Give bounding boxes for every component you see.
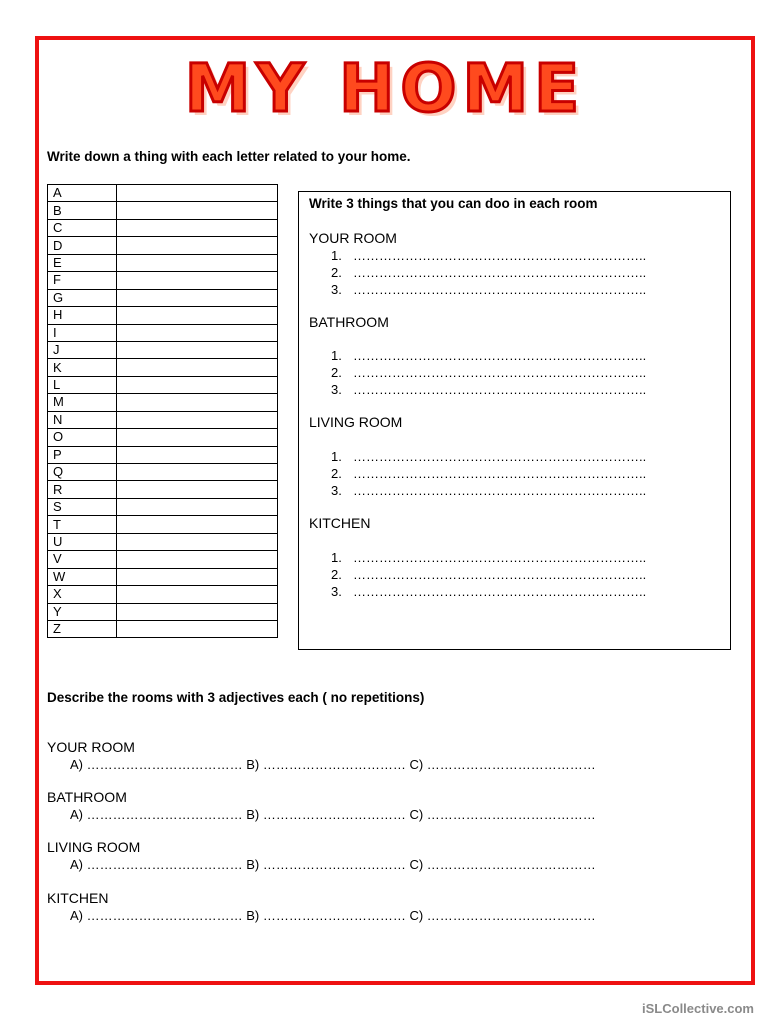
alphabet-answer-cell[interactable] xyxy=(117,516,278,533)
alphabet-row xyxy=(48,551,278,568)
alphabet-row xyxy=(48,219,278,236)
alphabet-letter: S xyxy=(48,498,117,515)
alphabet-row xyxy=(48,202,278,219)
answer-line[interactable]: 2. ………………………………………………………….. xyxy=(331,466,647,481)
alphabet-letter: N xyxy=(48,411,117,428)
answer-line[interactable]: 3. ………………………………………………………….. xyxy=(331,584,647,599)
adjective-room-living-room: LIVING ROOM xyxy=(47,839,141,855)
alphabet-letter: H xyxy=(48,307,117,324)
alphabet-answer-cell[interactable] xyxy=(117,324,278,341)
alphabet-row xyxy=(48,185,278,202)
alphabet-answer-cell[interactable] xyxy=(117,586,278,603)
alphabet-answer-cell[interactable] xyxy=(117,429,278,446)
answer-line[interactable]: 1. ………………………………………………………….. xyxy=(331,550,647,565)
title-text: MY HOME xyxy=(184,49,586,127)
answer-line[interactable]: 3. ………………………………………………………….. xyxy=(331,282,647,297)
alphabet-row xyxy=(48,586,278,603)
alphabet-letter: Y xyxy=(48,603,117,620)
alphabet-answer-cell[interactable] xyxy=(117,533,278,550)
alphabet-letter: J xyxy=(48,341,117,358)
alphabet-answer-cell[interactable] xyxy=(117,289,278,306)
answer-line[interactable]: 1. ………………………………………………………….. xyxy=(331,348,647,363)
alphabet-letter: L xyxy=(48,376,117,393)
alphabet-letter: P xyxy=(48,446,117,463)
answer-line[interactable]: 1. ………………………………………………………….. xyxy=(331,248,647,263)
alphabet-letter: V xyxy=(48,551,117,568)
alphabet-letter: D xyxy=(48,237,117,254)
alphabet-answer-cell[interactable] xyxy=(117,202,278,219)
room-heading-living-room: LIVING ROOM xyxy=(309,414,403,430)
alphabet-row xyxy=(48,307,278,324)
alphabet-row xyxy=(48,568,278,585)
alphabet-row xyxy=(48,324,278,341)
room-heading-kitchen: KITCHEN xyxy=(309,515,371,531)
answer-line[interactable]: 2. ………………………………………………………….. xyxy=(331,567,647,582)
alphabet-letter: T xyxy=(48,516,117,533)
room-heading-your-room: YOUR ROOM xyxy=(309,230,397,246)
answer-line[interactable]: 3. ………………………………………………………….. xyxy=(331,382,647,397)
adjectives-instruction: Describe the rooms with 3 adjectives each ( no repetitions) xyxy=(47,690,425,705)
worksheet-title xyxy=(160,44,610,132)
alphabet-answer-cell[interactable] xyxy=(117,551,278,568)
alphabet-table xyxy=(47,184,278,638)
alphabet-row xyxy=(48,429,278,446)
alphabet-row xyxy=(48,289,278,306)
alphabet-row xyxy=(48,272,278,289)
alphabet-letter: R xyxy=(48,481,117,498)
alphabet-answer-cell[interactable] xyxy=(117,498,278,515)
alphabet-letter: U xyxy=(48,533,117,550)
room-heading-bathroom: BATHROOM xyxy=(309,314,389,330)
alphabet-row xyxy=(48,603,278,620)
alphabet-letter: W xyxy=(48,568,117,585)
room-activities-box xyxy=(298,191,731,650)
room-box-title: Write 3 things that you can doo in each room xyxy=(309,196,598,211)
alphabet-row xyxy=(48,446,278,463)
alphabet-letter: K xyxy=(48,359,117,376)
alphabet-answer-cell[interactable] xyxy=(117,568,278,585)
alphabet-answer-cell[interactable] xyxy=(117,394,278,411)
alphabet-letter: C xyxy=(48,219,117,236)
alphabet-answer-cell[interactable] xyxy=(117,481,278,498)
alphabet-row xyxy=(48,498,278,515)
answer-line[interactable]: 3. ………………………………………………………….. xyxy=(331,483,647,498)
alphabet-answer-cell[interactable] xyxy=(117,237,278,254)
alphabet-answer-cell[interactable] xyxy=(117,254,278,271)
alphabet-row xyxy=(48,254,278,271)
adjective-room-bathroom: BATHROOM xyxy=(47,789,127,805)
adjective-answer-line[interactable]: A) ……………………………… B) …………………………… C) ………………………………… xyxy=(70,757,596,772)
alphabet-letter: E xyxy=(48,254,117,271)
alphabet-answer-cell[interactable] xyxy=(117,272,278,289)
site-watermark: iSLCollective.com xyxy=(642,1001,754,1016)
alphabet-answer-cell[interactable] xyxy=(117,411,278,428)
alphabet-answer-cell[interactable] xyxy=(117,341,278,358)
alphabet-row xyxy=(48,464,278,481)
alphabet-answer-cell[interactable] xyxy=(117,464,278,481)
alphabet-row xyxy=(48,481,278,498)
alphabet-letter: A xyxy=(48,185,117,202)
alphabet-answer-cell[interactable] xyxy=(117,620,278,637)
alphabet-row xyxy=(48,516,278,533)
alphabet-letter: F xyxy=(48,272,117,289)
alphabet-answer-cell[interactable] xyxy=(117,446,278,463)
alphabet-letter: X xyxy=(48,586,117,603)
letters-instruction: Write down a thing with each letter related to your home. xyxy=(47,149,411,164)
answer-line[interactable]: 2. ………………………………………………………….. xyxy=(331,265,647,280)
alphabet-row xyxy=(48,359,278,376)
alphabet-answer-cell[interactable] xyxy=(117,359,278,376)
adjective-room-your-room: YOUR ROOM xyxy=(47,739,135,755)
answer-line[interactable]: 2. ………………………………………………………….. xyxy=(331,365,647,380)
alphabet-row xyxy=(48,237,278,254)
alphabet-letter: B xyxy=(48,202,117,219)
alphabet-row xyxy=(48,394,278,411)
alphabet-letter: M xyxy=(48,394,117,411)
alphabet-answer-cell[interactable] xyxy=(117,185,278,202)
adjective-answer-line[interactable]: A) ……………………………… B) …………………………… C) ………………………………… xyxy=(70,908,596,923)
alphabet-row xyxy=(48,376,278,393)
alphabet-row xyxy=(48,533,278,550)
alphabet-letter: O xyxy=(48,429,117,446)
alphabet-answer-cell[interactable] xyxy=(117,603,278,620)
alphabet-letter: G xyxy=(48,289,117,306)
alphabet-letter: Z xyxy=(48,620,117,637)
alphabet-letter: I xyxy=(48,324,117,341)
alphabet-row xyxy=(48,341,278,358)
alphabet-answer-cell[interactable] xyxy=(117,307,278,324)
adjective-room-kitchen: KITCHEN xyxy=(47,890,109,906)
alphabet-answer-cell[interactable] xyxy=(117,376,278,393)
adjective-answer-line[interactable]: A) ……………………………… B) …………………………… C) ………………………………… xyxy=(70,807,596,822)
answer-line[interactable]: 1. ………………………………………………………….. xyxy=(331,449,647,464)
alphabet-answer-cell[interactable] xyxy=(117,219,278,236)
alphabet-row xyxy=(48,411,278,428)
alphabet-row xyxy=(48,620,278,637)
alphabet-letter: Q xyxy=(48,464,117,481)
adjective-answer-line[interactable]: A) ……………………………… B) …………………………… C) ………………………………… xyxy=(70,857,596,872)
